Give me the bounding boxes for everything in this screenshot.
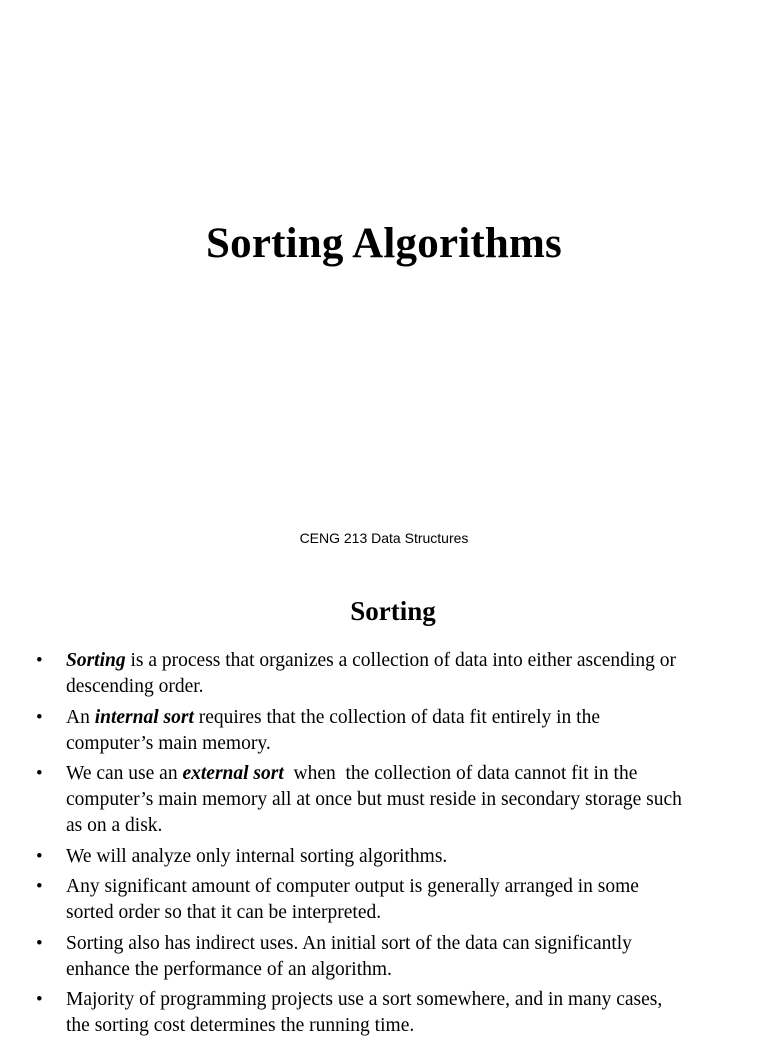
- bullet-line: as on a disk.: [66, 815, 163, 836]
- section-heading: Sorting: [350, 596, 436, 626]
- emphasis-term: Sorting: [66, 650, 126, 671]
- bullet-text: requires that the collection of data fit entirely in the: [193, 706, 600, 728]
- bullet-icon: •: [36, 763, 43, 784]
- bullet-list: [0, 648, 768, 1044]
- bullet-line: the sorting cost determines the running time.: [66, 1015, 415, 1036]
- bullet-icon: •: [36, 876, 43, 897]
- bullet-line: Majority of programming projects use a sort somewhere, and in many cases,: [66, 989, 663, 1010]
- emphasis-term: internal sort: [94, 706, 194, 728]
- bullet-text: when the collection of data cannot fit in the: [283, 763, 638, 784]
- bullet-item: [0, 931, 768, 983]
- bullet-text: An: [66, 706, 95, 728]
- bullet-line: [66, 761, 748, 787]
- bullet-icon: •: [36, 650, 43, 671]
- bullet-line: computer’s main memory all at once but must reside in secondary storage such: [66, 789, 682, 810]
- bullet-icon: •: [36, 845, 43, 867]
- bullet-line: Any significant amount of computer output is generally arranged in some: [66, 876, 639, 897]
- bullet-line: computer’s main memory.: [66, 732, 271, 754]
- bullet-line: We will analyze only internal sorting algorithms.: [66, 845, 448, 867]
- bullet-text: We can use an: [66, 763, 183, 784]
- bullet-line: [66, 648, 748, 674]
- bullet-item: [0, 761, 768, 839]
- bullet-line: sorted order so that it can be interpreted.: [66, 902, 382, 923]
- bullet-line: Sorting also has indirect uses. An initial sort of the data can significantly: [66, 932, 632, 954]
- bullet-line: descending order.: [66, 676, 204, 697]
- slide-footer: CENG 213 Data Structures: [299, 530, 469, 546]
- bullet-text: is a process that organizes a collection of data into either ascending or: [125, 650, 676, 671]
- bullet-item: [0, 987, 768, 1039]
- bullet-item: [0, 648, 768, 700]
- bullet-line: enhance the performance of an algorithm.: [66, 958, 392, 980]
- emphasis-term: external sort: [182, 763, 284, 784]
- bullet-item: [0, 844, 768, 870]
- bullet-icon: •: [36, 989, 43, 1010]
- bullet-item: [0, 874, 768, 926]
- slide-title: Sorting Algorithms: [206, 220, 562, 267]
- bullet-icon: •: [36, 706, 43, 728]
- bullet-item: [0, 705, 768, 757]
- bullet-line: [66, 705, 748, 731]
- bullet-icon: •: [36, 932, 43, 954]
